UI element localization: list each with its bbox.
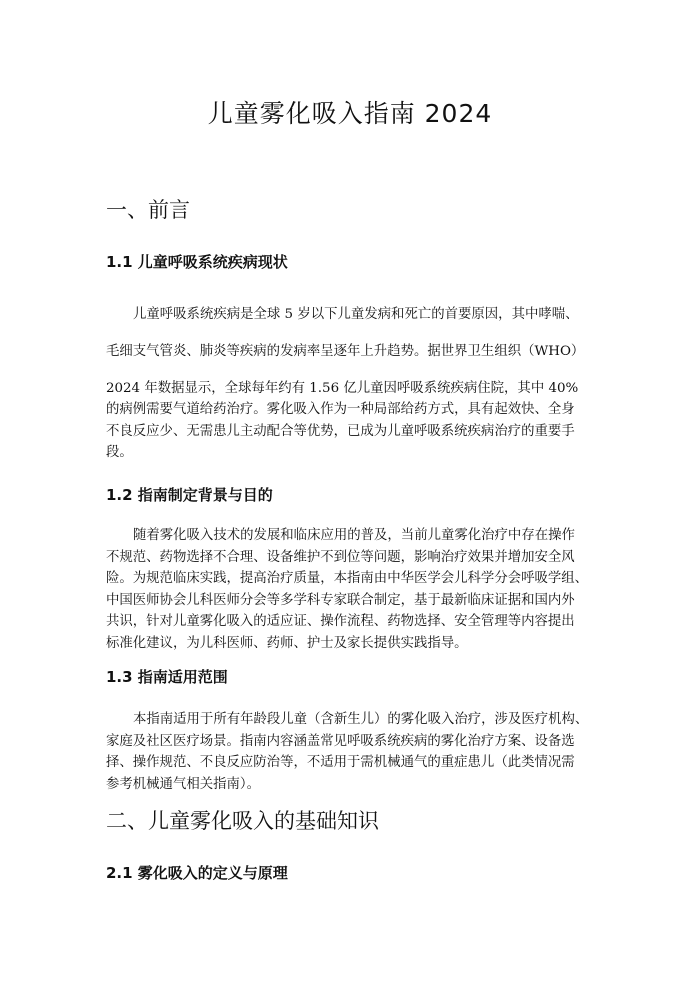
section-heading-preface: 一、前言	[106, 198, 190, 222]
subsection-heading-1-2: 1.2 指南制定背景与目的	[106, 486, 273, 504]
paragraph-line: 中国医师协会儿科医师分会等多学科专家联合制定，基于最新临床证据和国内外	[106, 592, 575, 608]
paragraph-line: 毛细支气管炎、肺炎等疾病的发病率呈逐年上升趋势。据世界卫生组织（WHO）	[106, 344, 585, 359]
paragraph-line: 儿童呼吸系统疾病是全球 5 岁以下儿童发病和死亡的首要原因，其中哮喘、	[133, 307, 579, 322]
paragraph-1-1-part2	[106, 399, 598, 464]
subsection-heading-1-3: 1.3 指南适用范围	[106, 668, 228, 686]
paragraph-1-3	[106, 709, 598, 795]
section-heading-basics: 二、儿童雾化吸入的基础知识	[106, 809, 379, 833]
paragraph-line: 标准化建议，为儿科医师、药师、护士及家长提供实践指导。	[106, 635, 468, 651]
paragraph-line: 择、操作规范、不良反应防治等，不适用于需机械通气的重症患儿（此类情况需	[106, 755, 575, 771]
paragraph-line: 参考机械通气相关指南）。	[106, 776, 260, 792]
paragraph-line: 段。	[106, 445, 133, 461]
paragraph-line: 共识，针对儿童雾化吸入的适应证、操作流程、药物选择、安全管理等内容提出	[106, 614, 575, 630]
paragraph-line: 家庭及社区医疗场景。指南内容涵盖常见呼吸系统疾病的雾化治疗方案、设备选	[106, 733, 575, 749]
paragraph-line: 的病例需要气道给药治疗。雾化吸入作为一种局部给药方式，具有起效快、全身	[106, 402, 575, 417]
document-title: 儿童雾化吸入指南 2024	[207, 99, 493, 128]
paragraph-1-1-part1	[106, 296, 602, 407]
paragraph-line: 不规范、药物选择不合理、设备维护不到位等问题，影响治疗效果并增加安全风	[106, 549, 575, 565]
paragraph-line: 本指南适用于所有年龄段儿童（含新生儿）的雾化吸入治疗，涉及医疗机构、	[133, 712, 589, 727]
paragraph-line: 随着雾化吸入技术的发展和临床应用的普及，当前儿童雾化治疗中存在操作	[133, 528, 575, 543]
paragraph-1-2	[106, 525, 598, 655]
paragraph-line: 不良反应少、无需患儿主动配合等优势，已成为儿童呼吸系统疾病治疗的重要手	[106, 423, 575, 439]
subsection-heading-1-1: 1.1 儿童呼吸系统疾病现状	[106, 253, 288, 271]
subsection-heading-2-1: 2.1 雾化吸入的定义与原理	[106, 864, 288, 882]
paragraph-line: 险。为规范临床实践，提高治疗质量，本指南由中华医学会儿科学分会呼吸学组、	[106, 571, 589, 587]
paragraph-line: 2024 年数据显示，全球每年约有 1.56 亿儿童因呼吸系统疾病住院，其中 40%	[106, 381, 579, 396]
